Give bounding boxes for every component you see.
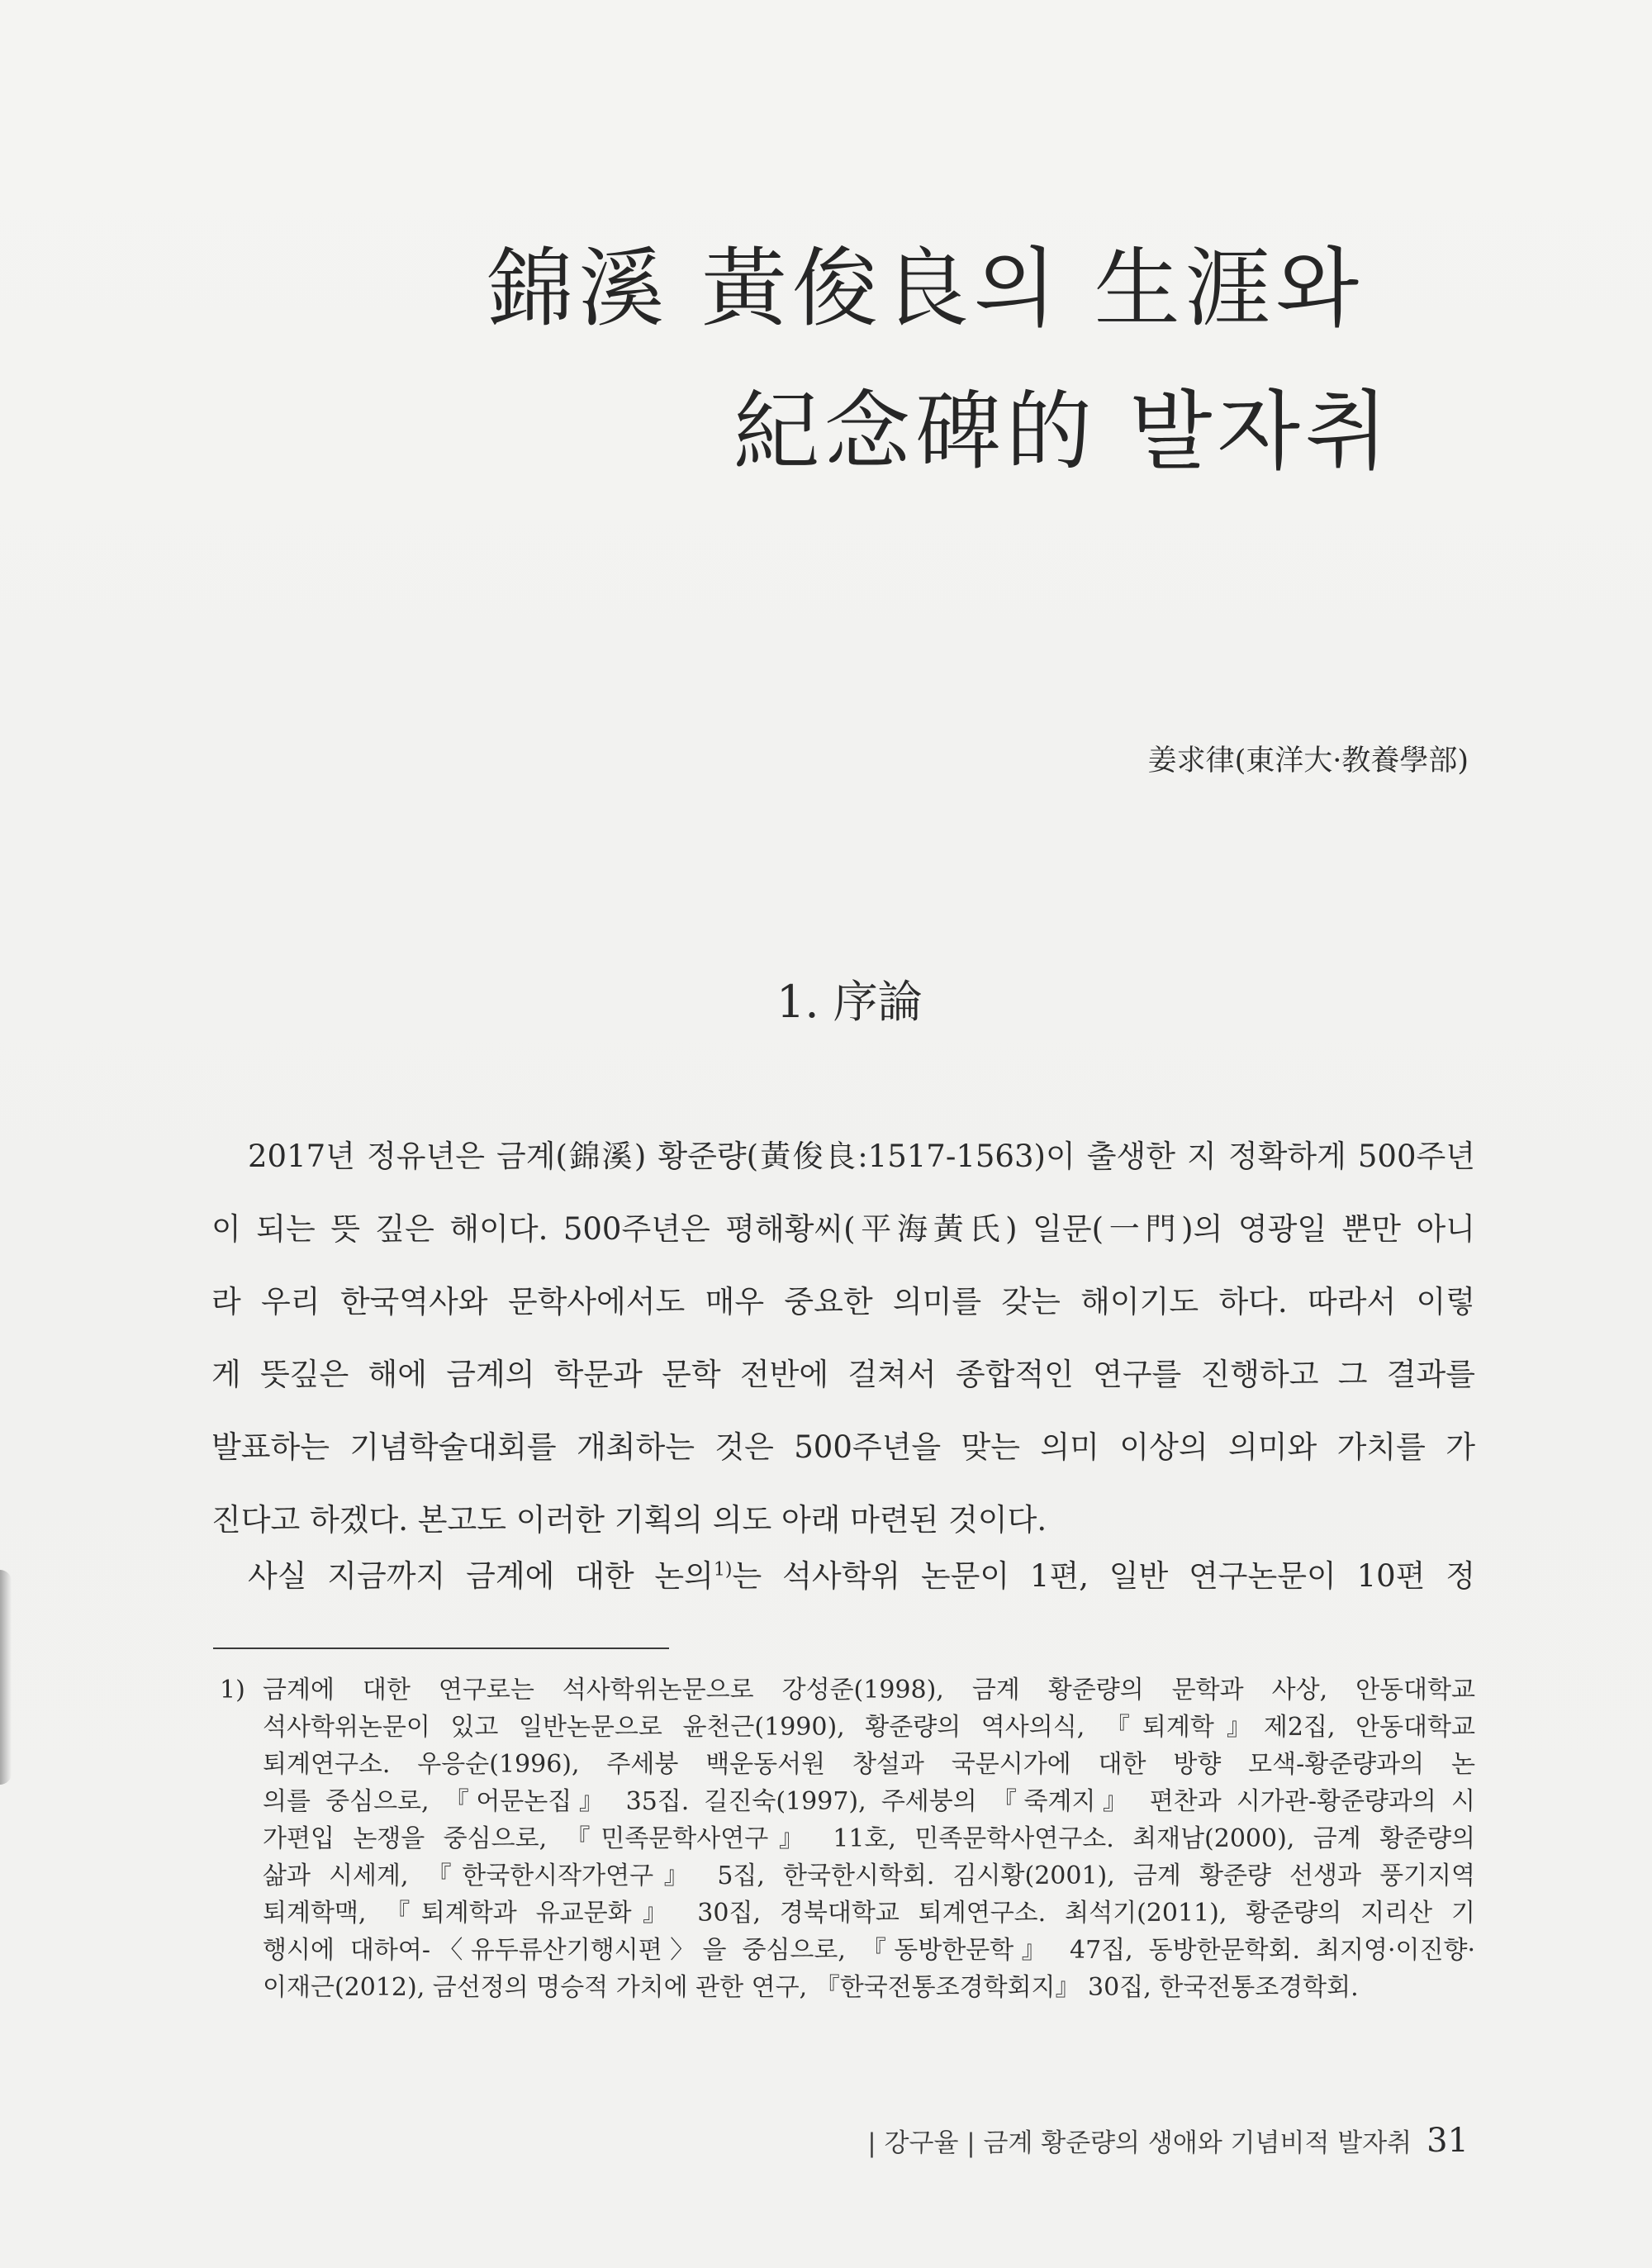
- footnote-divider: [213, 1648, 669, 1649]
- footnote-line: 이재근(2012), 금선정의 명승적 가치에 관한 연구, 『한국전통조경학회지』 30집, 한국전통조경학회.: [263, 1973, 1359, 2002]
- footnote-number: 1): [220, 1676, 245, 1705]
- paragraph-2-text-before: 사실 지금까지 금계에 대한 논의: [248, 1558, 714, 1594]
- footnote-text: [263, 1671, 1475, 2006]
- paragraph-2: [211, 1553, 1475, 1626]
- paragraph-2-text-after: 는 석사학위 논문이 1편, 일반 연구논문이 10편 정: [732, 1558, 1475, 1594]
- page-number: 31: [1427, 2122, 1469, 2160]
- title-line-1: 錦溪 黃俊良의 生涯와: [487, 238, 1365, 339]
- footnote-line: 석사학위논문이 있고 일반논문으로 윤천근(1990), 황준량의 역사의식, 『퇴계학』제2집, 안동대학교: [263, 1713, 1475, 1742]
- body-line: 게 뜻깊은 해에 금계의 학문과 문학 전반에 걸쳐서 종합적인 연구를 진행하고 그 결과를: [211, 1357, 1475, 1392]
- running-head: | 강구율 | 금계 황준량의 생애와 기념비적 발자취: [867, 2128, 1412, 2158]
- title-line-2: 紀念碑的 발자취: [733, 381, 1393, 482]
- paragraph-1: [211, 1134, 1475, 1570]
- footnote-line: 금계에 대한 연구로는 석사학위논문으로 강성준(1998), 금계 황준량의 문학과 사상, 안동대학교: [263, 1676, 1475, 1705]
- running-footer: [867, 2122, 1469, 2160]
- section-heading: 1. 序論: [776, 976, 923, 1028]
- footnote-line: 의를 중심으로, 『어문논집』 35집. 길진숙(1997), 주세붕의 『죽계지』 편찬과 시가관-황준량과의 시: [263, 1787, 1475, 1816]
- footnote-line: 가편입 논쟁을 중심으로, 『민족문학사연구』 11호, 민족문학사연구소. 최재남(2000), 금계 황준량의: [263, 1824, 1475, 1853]
- body-line: 발표하는 기념학술대회를 개최하는 것은 500주년을 맞는 의미 이상의 의미와 가치를 가: [211, 1429, 1475, 1465]
- body-line: [211, 1553, 1475, 1626]
- footnote-line: 행시에 대하여-〈유두류산기행시편〉을 중심으로, 『동방한문학』 47집, 동방한문학회. 최지영·이진향·: [263, 1936, 1475, 1965]
- body-line: 2017년 정유년은 금계(錦溪) 황준량(黃俊良:1517-1563)이 출생한 지 정확하게 500주년: [248, 1139, 1475, 1174]
- footnote-reference[interactable]: 1): [713, 1559, 733, 1581]
- body-line: 이 되는 뜻 깊은 해이다. 500주년은 평해황씨(平海黃氏) 일문(一門)의 영광일 뿐만 아니: [211, 1211, 1475, 1247]
- footnote-line: 퇴계연구소. 우응순(1996), 주세붕 백운동서원 창설과 국문시가에 대한 방향 모색-황준량과의 논: [263, 1750, 1475, 1779]
- body-line: 진다고 하겠다. 본고도 이러한 기획의 의도 아래 마련된 것이다.: [211, 1502, 1047, 1538]
- footnote-line: 퇴계학맥, 『퇴계학과 유교문화』 30집, 경북대학교 퇴계연구소. 최석기(2011), 황준량의 지리산 기: [263, 1899, 1475, 1928]
- author-affiliation: 姜求律(東洋大·教養學部): [1147, 744, 1469, 777]
- footnote-line: 삶과 시세계, 『한국한시작가연구』 5집, 한국한시학회. 김시황(2001), 금계 황준량 선생과 풍기지역: [263, 1861, 1475, 1890]
- binding-shadow: [0, 1570, 12, 1785]
- body-line: 라 우리 한국역사와 문학사에서도 매우 중요한 의미를 갖는 해이기도 하다. 따라서 이렇: [211, 1284, 1475, 1319]
